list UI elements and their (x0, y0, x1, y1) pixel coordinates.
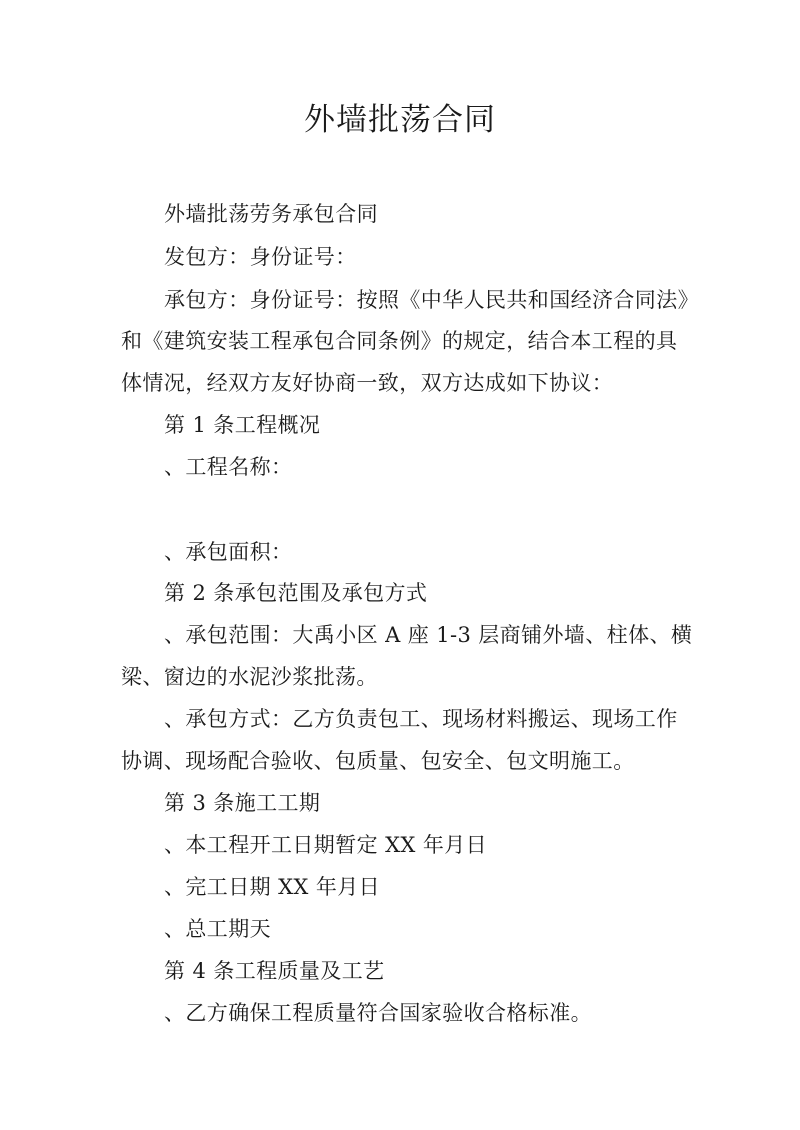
document-title: 外墙批荡合同 (304, 102, 496, 138)
method-item-continued: 协调、现场配合验收、包质量、包安全、包文明施工。 (121, 749, 635, 773)
preamble-line-2: 和《建筑安装工程承包合同条例》的规定，结合本工程的具 (121, 329, 678, 353)
start-date-item: 、本工程开工日期暂定 XX 年月日 (164, 833, 488, 857)
quality-item: 、乙方确保工程质量符合国家验收合格标准。 (164, 1001, 592, 1025)
article-4-heading: 第 4 条工程质量及工艺 (164, 959, 385, 983)
article-2-heading: 第 2 条承包范围及承包方式 (164, 581, 428, 605)
project-name-item: 、工程名称： (164, 455, 293, 479)
contractor-line: 承包方：身份证号：按照《中华人民共和国经济合同法》 (164, 288, 699, 312)
article-1-heading: 第 1 条工程概况 (164, 413, 321, 437)
total-duration-item: 、总工期天 (164, 917, 271, 941)
scope-item-continued: 梁、窗边的水泥沙浆批荡。 (121, 665, 378, 689)
preamble-line-3: 体情况，经双方友好协商一致，双方达成如下协议： (121, 371, 614, 395)
employer-line: 发包方：身份证号： (164, 245, 357, 269)
scope-item: 、承包范围：大禹小区 A 座 1-3 层商铺外墙、柱体、横 (164, 623, 693, 647)
method-item: 、承包方式：乙方负责包工、现场材料搬运、现场工作 (164, 707, 678, 731)
contract-subtitle: 外墙批荡劳务承包合同 (164, 202, 378, 226)
article-3-heading: 第 3 条施工工期 (164, 791, 321, 815)
completion-date-item: 、完工日期 XX 年月日 (164, 875, 381, 899)
contract-area-item: 、承包面积： (164, 540, 293, 564)
